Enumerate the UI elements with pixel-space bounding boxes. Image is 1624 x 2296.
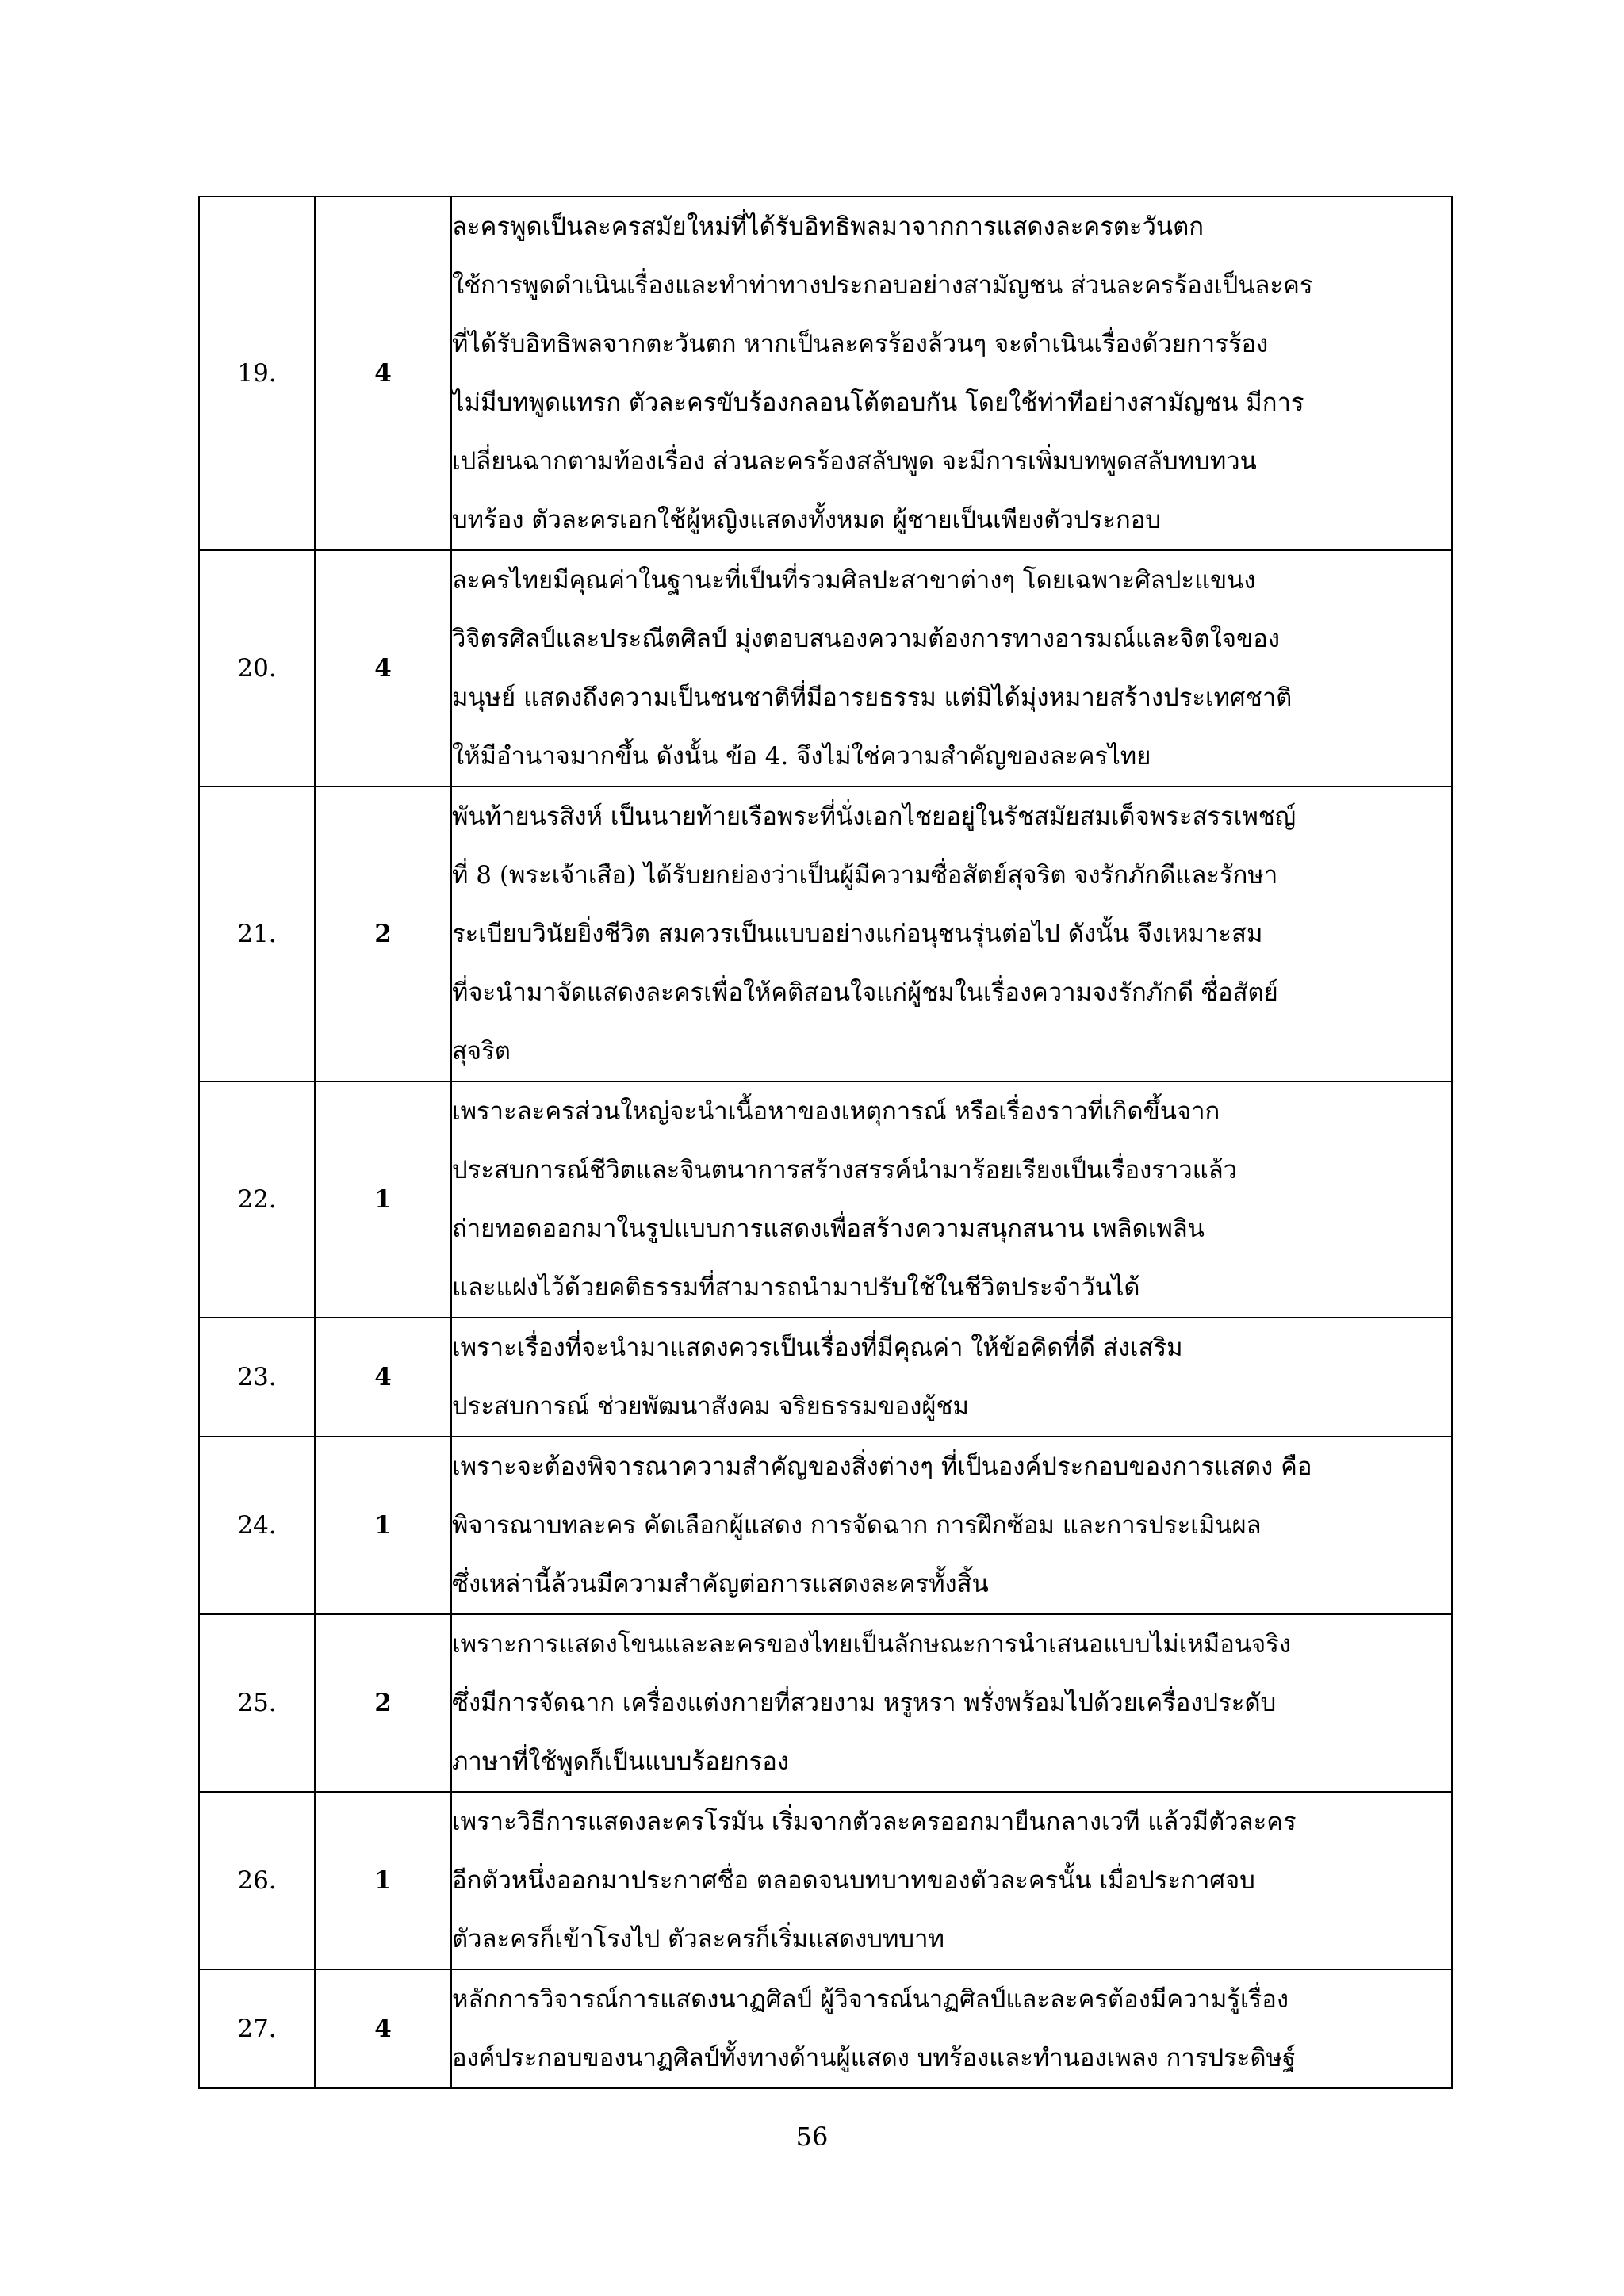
- question-number: 19.: [199, 197, 315, 550]
- explanation: [451, 1969, 1452, 2088]
- explanation-line: ที่จะนำมาจัดแสดงละครเพื่อให้คติสอนใจแก่ผู้ชมในเรื่องความจงรักภักดี ซื่อสัตย์: [452, 978, 1278, 1007]
- explanation-line: เพราะเรื่องที่จะนำมาแสดงควรเป็นเรื่องที่มีคุณค่า ให้ข้อคิดที่ดี ส่งเสริม: [452, 1334, 1183, 1362]
- explanation-line: ให้มีอำนาจมากขึ้น ดังนั้น ข้อ 4. จึงไม่ใช่ความสำคัญของละครไทย: [452, 742, 1151, 771]
- table-row: [199, 786, 1452, 1081]
- answer-choice: 4: [315, 1969, 451, 2088]
- table-row: [199, 550, 1452, 786]
- explanation-line: เปลี่ยนฉากตามท้องเรื่อง ส่วนละครร้องสลับพูด จะมีการเพิ่มบทพูดสลับทบทวน: [452, 447, 1257, 476]
- question-number: 23.: [199, 1318, 315, 1437]
- explanation: [451, 550, 1452, 786]
- explanation-line: ที่ 8 (พระเจ้าเสือ) ได้รับยกย่องว่าเป็นผู้มีความซื่อสัตย์สุจริต จงรักภักดีและรักษา: [452, 861, 1278, 890]
- explanation-line: พิจารณาบทละคร คัดเลือกผู้แสดง การจัดฉาก การฝึกซ้อม และการประเมินผล: [452, 1511, 1262, 1540]
- explanation-line: ใช้การพูดดำเนินเรื่องและทำท่าทางประกอบอย่างสามัญชน ส่วนละครร้องเป็นละคร: [452, 271, 1313, 300]
- explanation: [451, 1081, 1452, 1318]
- explanation-line: เพราะจะต้องพิจารณาความสำคัญของสิ่งต่างๆ ที่เป็นองค์ประกอบของการแสดง คือ: [452, 1452, 1312, 1481]
- answer-choice: 2: [315, 1614, 451, 1792]
- explanation-line: องค์ประกอบของนาฏศิลป์ทั้งทางด้านผู้แสดง บทร้องและทำนองเพลง การประดิษฐ์: [452, 2044, 1297, 2072]
- explanation-line: ประสบการณ์ ช่วยพัฒนาสังคม จริยธรรมของผู้ชม: [452, 1392, 969, 1421]
- table-row: [199, 1318, 1452, 1437]
- question-number: 22.: [199, 1081, 315, 1318]
- answer-explanation-table: [198, 196, 1453, 2089]
- answer-choice: 4: [315, 1318, 451, 1437]
- table-row: [199, 1437, 1452, 1614]
- explanation-line: ประสบการณ์ชีวิตและจินตนาการสร้างสรรค์นำมาร้อยเรียงเป็นเรื่องราวแล้ว: [452, 1156, 1238, 1184]
- page-number: 56: [795, 2122, 829, 2152]
- explanation-line: วิจิตรศิลป์และประณีตศิลป์ มุ่งตอบสนองความต้องการทางอารมณ์และจิตใจของ: [452, 625, 1280, 653]
- explanation: [451, 1614, 1452, 1792]
- answer-choice: 2: [315, 786, 451, 1081]
- explanation-line: ไม่มีบทพูดแทรก ตัวละครขับร้องกลอนโต้ตอบกัน โดยใช้ท่าทีอย่างสามัญชน มีการ: [452, 388, 1304, 417]
- table-row: [199, 1792, 1452, 1969]
- question-number: 21.: [199, 786, 315, 1081]
- answer-choice: 4: [315, 550, 451, 786]
- question-number: 27.: [199, 1969, 315, 2088]
- explanation-line: ละครไทยมีคุณค่าในฐานะที่เป็นที่รวมศิลปะสาขาต่างๆ โดยเฉพาะศิลปะแขนง: [452, 566, 1256, 595]
- explanation-line: หลักการวิจารณ์การแสดงนาฏศิลป์ ผู้วิจารณ์นาฏศิลป์และละครต้องมีความรู้เรื่อง: [452, 1985, 1289, 2014]
- answer-choice: 1: [315, 1081, 451, 1318]
- explanation-line: ตัวละครก็เข้าโรงไป ตัวละครก็เริ่มแสดงบทบาท: [452, 1925, 944, 1954]
- explanation-line: บทร้อง ตัวละครเอกใช้ผู้หญิงแสดงทั้งหมด ผู้ชายเป็นเพียงตัวประกอบ: [452, 506, 1162, 534]
- explanation-line: ระเบียบวินัยยิ่งชีวิต สมควรเป็นแบบอย่างแก่อนุชนรุ่นต่อไป ดังนั้น จึงเหมาะสม: [452, 920, 1263, 948]
- explanation-line: และแฝงไว้ด้วยคติธรรมที่สามารถนำมาปรับใช้ในชีวิตประจำวันได้: [452, 1273, 1140, 1302]
- explanation-line: พันท้ายนรสิงห์ เป็นนายท้ายเรือพระที่นั่งเอกไชยอยู่ในรัชสมัยสมเด็จพระสรรเพชญ์: [452, 802, 1297, 831]
- explanation: [451, 1318, 1452, 1437]
- table-row: [199, 197, 1452, 550]
- explanation-line: ซึ่งมีการจัดฉาก เครื่องแต่งกายที่สวยงาม หรูหรา พรั่งพร้อมไปด้วยเครื่องประดับ: [452, 1689, 1277, 1717]
- explanation-line: อีกตัวหนึ่งออกมาประกาศชื่อ ตลอดจนบทบาทของตัวละครนั้น เมื่อประกาศจบ: [452, 1866, 1255, 1895]
- explanation-line: ละครพูดเป็นละครสมัยใหม่ที่ได้รับอิทธิพลมาจากการแสดงละครตะวันตก: [452, 212, 1205, 241]
- explanation: [451, 1792, 1452, 1969]
- explanation-line: ซึ่งเหล่านี้ล้วนมีความสำคัญต่อการแสดงละครทั้งสิ้น: [452, 1570, 989, 1598]
- explanation-line: เพราะละครส่วนใหญ่จะนำเนื้อหาของเหตุการณ์ หรือเรื่องราวที่เกิดขึ้นจาก: [452, 1097, 1220, 1126]
- table-body: [199, 197, 1452, 2088]
- explanation: [451, 786, 1452, 1081]
- table-row: [199, 1614, 1452, 1792]
- question-number: 20.: [199, 550, 315, 786]
- explanation-line: ภาษาที่ใช้พูดก็เป็นแบบร้อยกรอง: [452, 1747, 790, 1776]
- explanation: [451, 1437, 1452, 1614]
- table-row: [199, 1081, 1452, 1318]
- explanation-line: ที่ได้รับอิทธิพลจากตะวันตก หากเป็นละครร้องล้วนๆ จะดำเนินเรื่องด้วยการร้อง: [452, 330, 1269, 358]
- explanation-line: เพราะวิธีการแสดงละครโรมัน เริ่มจากตัวละครออกมายืนกลางเวที แล้วมีตัวละคร: [452, 1808, 1297, 1836]
- answer-choice: 1: [315, 1437, 451, 1614]
- question-number: 25.: [199, 1614, 315, 1792]
- question-number: 26.: [199, 1792, 315, 1969]
- explanation-line: สุจริต: [452, 1037, 511, 1066]
- explanation-line: เพราะการแสดงโขนและละครของไทยเป็นลักษณะการนำเสนอแบบไม่เหมือนจริง: [452, 1630, 1291, 1659]
- answer-choice: 4: [315, 197, 451, 550]
- explanation-line: ถ่ายทอดออกมาในรูปแบบการแสดงเพื่อสร้างความสนุกสนาน เพลิดเพลิน: [452, 1215, 1205, 1243]
- question-number: 24.: [199, 1437, 315, 1614]
- table-row: [199, 1969, 1452, 2088]
- explanation-line: มนุษย์ แสดงถึงความเป็นชนชาติที่มีอารยธรรม แต่มิได้มุ่งหมายสร้างประเทศชาติ: [452, 683, 1293, 712]
- answer-choice: 1: [315, 1792, 451, 1969]
- explanation: [451, 197, 1452, 550]
